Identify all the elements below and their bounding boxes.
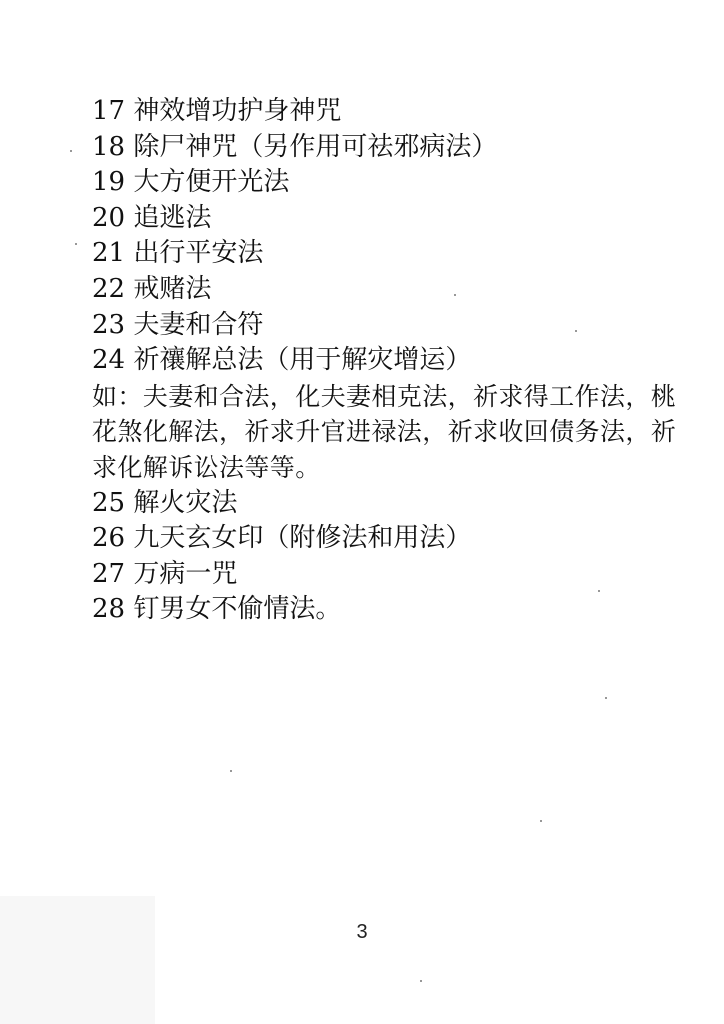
page-number: 3: [356, 921, 368, 943]
scan-speck: [230, 770, 232, 772]
list-item-18: 18 除尸神咒（另作用可祛邪病法）: [92, 131, 498, 162]
list-item-28: 28 钉男女不偷情法。: [92, 594, 342, 625]
list-item-20: 20 追逃法: [92, 202, 212, 233]
scan-shading: [0, 896, 155, 1024]
list-item-22: 22 戒赌法: [92, 273, 212, 304]
scan-speck: [420, 980, 422, 982]
list-item-24: 24 祈禳解总法（用于解灾增运）: [92, 345, 472, 376]
scan-speck: [75, 243, 77, 245]
list-item-21: 21 出行平安法: [92, 238, 264, 269]
scan-speck: [540, 820, 542, 822]
list-item-19: 19 大方便开光法: [92, 167, 290, 198]
list-item-26: 26 九天玄女印（附修法和用法）: [92, 523, 472, 554]
examples-paragraph: 如：夫妻和合法，化夫妻相克法，祈求得工作法，桃花煞化解法，祈求升官进禄法，祈求收回债务法，祈求化解诉讼法等等。: [92, 381, 677, 482]
scan-speck: [70, 150, 72, 152]
scan-speck: [575, 330, 577, 332]
scan-speck: [598, 590, 600, 592]
content-list: [92, 94, 697, 628]
list-item-17: 17 神效增功护身神咒: [92, 96, 342, 126]
scan-speck: [454, 294, 456, 296]
scan-speck: [605, 697, 607, 699]
list-item-27: 27 万病一咒: [92, 558, 238, 589]
list-item-25: 25 解火灾法: [92, 487, 238, 518]
list-item-23: 23 夫妻和合符: [92, 309, 264, 340]
